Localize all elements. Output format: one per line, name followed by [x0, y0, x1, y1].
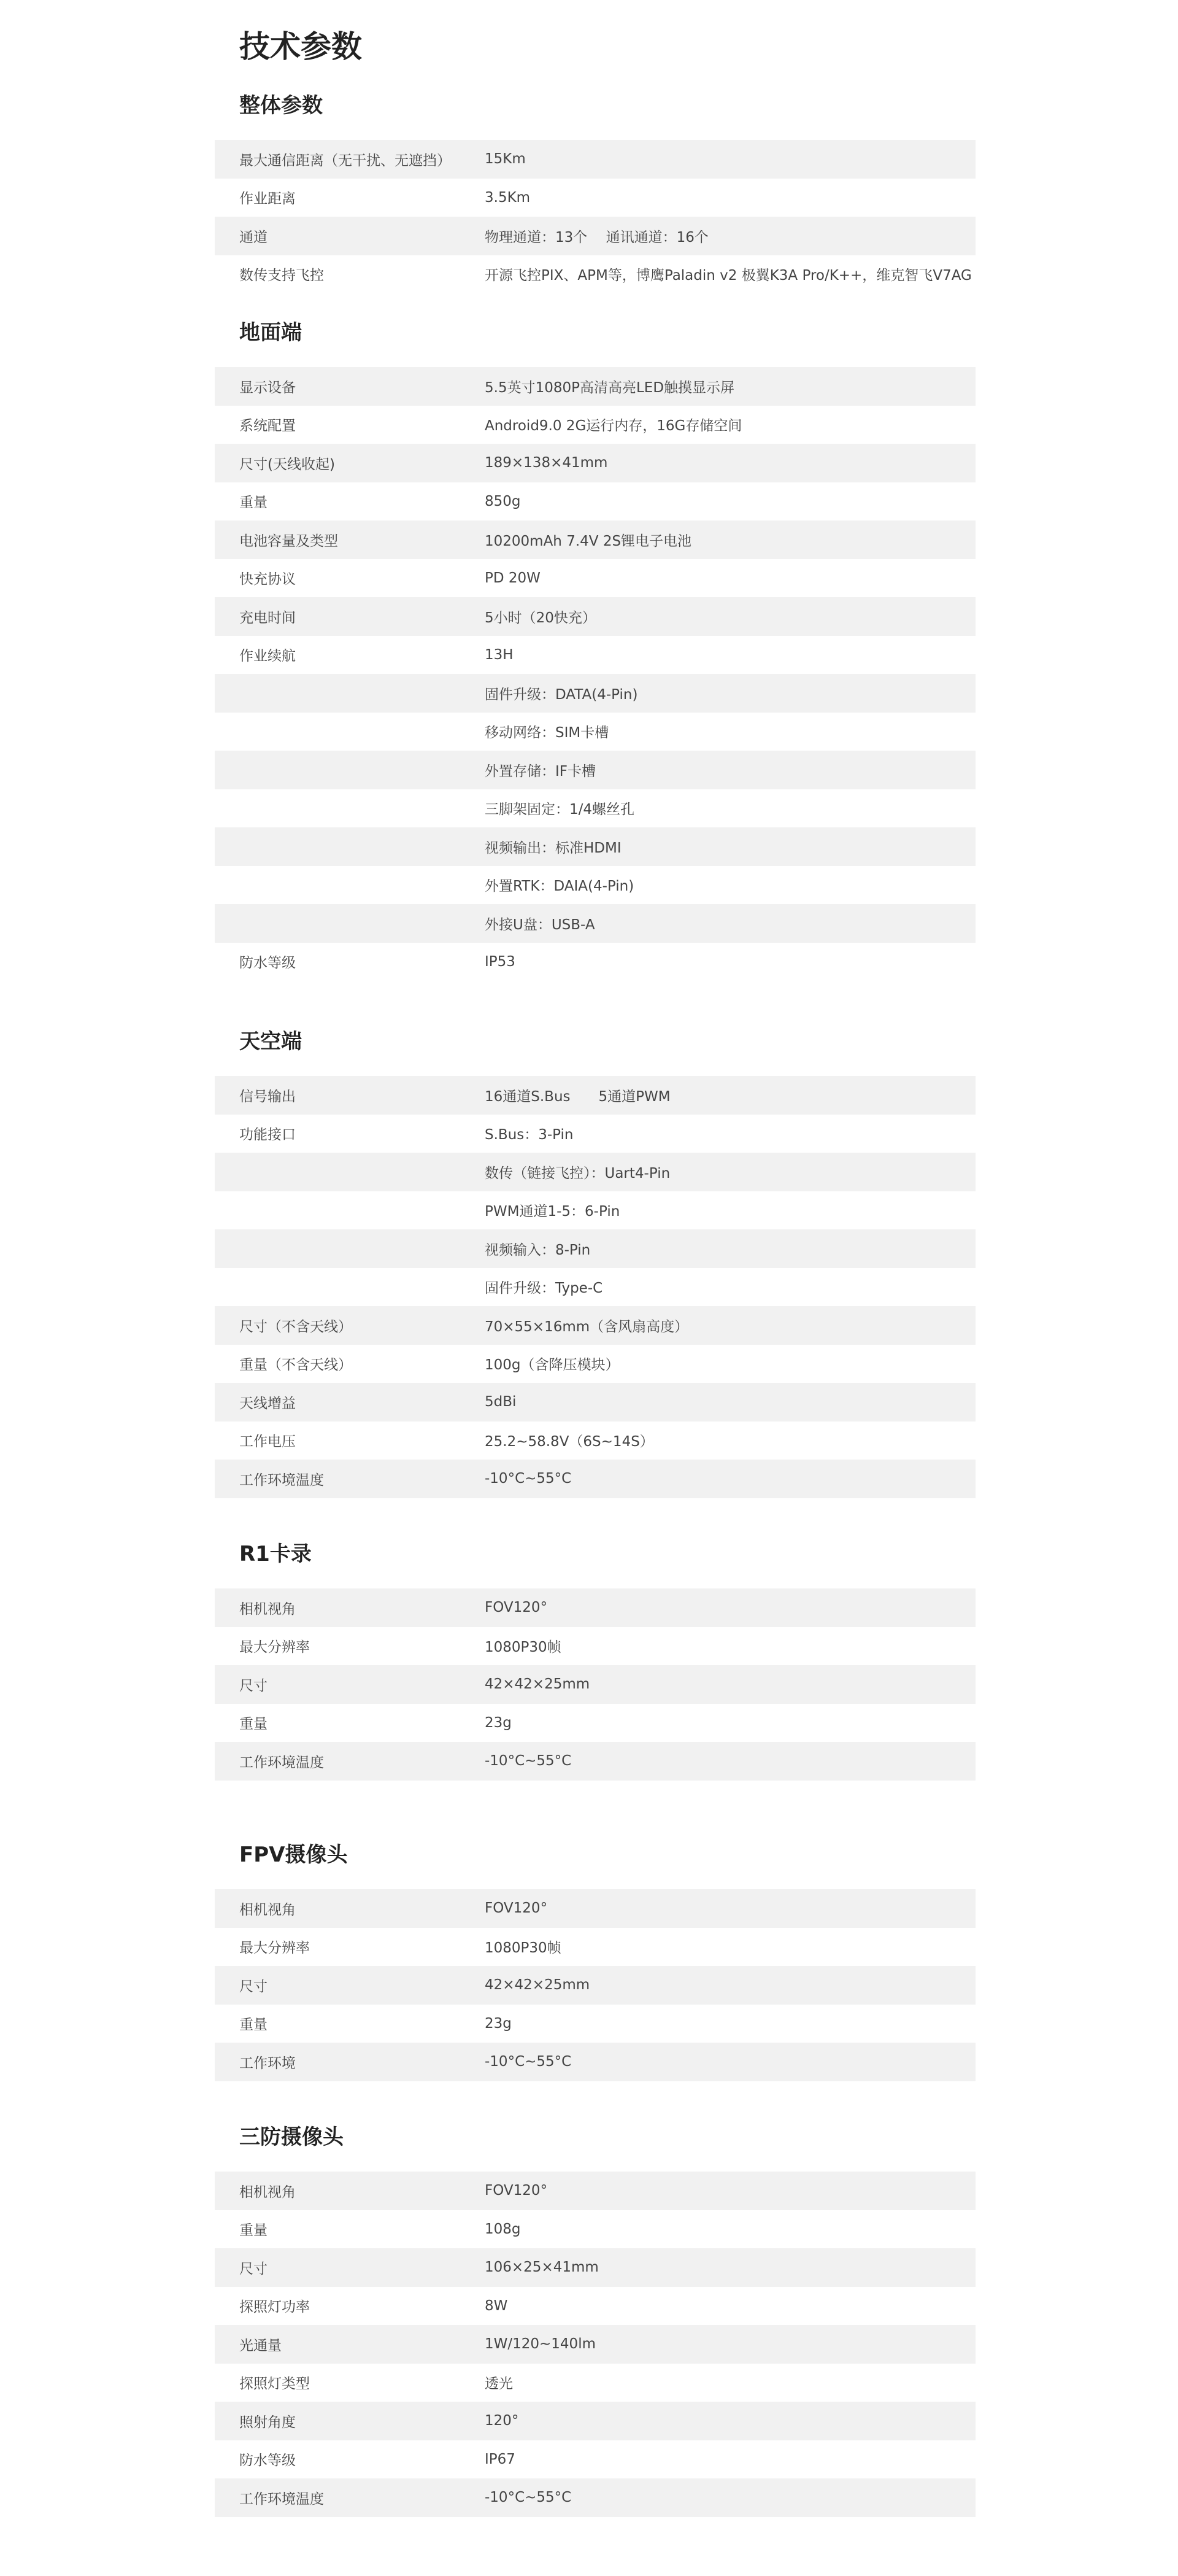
spec-row [215, 1306, 976, 1345]
spec-row [215, 1345, 976, 1383]
spec-row [215, 2364, 976, 2402]
spec-value: 1W/120~140lm [485, 2336, 596, 2353]
spec-section-air-unit [215, 1022, 976, 1498]
spec-value: -10°C~55°C [485, 2489, 572, 2506]
spec-row [215, 2172, 976, 2210]
spec-row [215, 2478, 976, 2517]
spec-row [215, 140, 976, 179]
spec-value: 数传（链接飞控）：Uart4-Pin [485, 1165, 671, 1182]
spec-row [215, 179, 976, 217]
spec-label: 相机视角 [239, 2184, 296, 2200]
spec-label: 尺寸 [239, 2261, 268, 2277]
spec-label: 尺寸(天线收起) [239, 456, 335, 473]
spec-row [215, 1704, 976, 1742]
spec-row [215, 444, 976, 482]
spec-row [215, 866, 976, 905]
spec-label: 相机视角 [239, 1601, 296, 1617]
spec-label: 工作环境 [239, 2055, 296, 2071]
spec-row [215, 2005, 976, 2043]
spec-row [215, 520, 976, 559]
spec-label: 电池容量及类型 [239, 533, 338, 549]
spec-table [215, 2172, 976, 2517]
spec-label: 重量 [239, 1716, 268, 1733]
spec-row [215, 2402, 976, 2440]
spec-value: FOV120° [485, 1900, 548, 1917]
spec-value: FOV120° [485, 2183, 548, 2199]
spec-value: PD 20W [485, 570, 541, 586]
spec-row [215, 1115, 976, 1153]
spec-value: IP53 [485, 953, 515, 970]
spec-label: 重量 [239, 495, 268, 511]
spec-label: 工作环境温度 [239, 1754, 324, 1771]
section-title: 整体参数 [239, 93, 323, 118]
spec-value: 1080P30帧 [485, 1639, 561, 1656]
spec-value: 外置RTK：DAIA(4-Pin) [485, 878, 634, 895]
spec-label: 尺寸 [239, 1677, 268, 1694]
spec-table [215, 367, 976, 981]
spec-label: 信号输出 [239, 1088, 296, 1105]
spec-value: 23g [485, 1714, 512, 1731]
spec-label: 防水等级 [239, 2453, 296, 2469]
spec-row [215, 789, 976, 828]
spec-row [215, 1191, 976, 1230]
spec-value: 外置存储：IF卡槽 [485, 763, 596, 779]
spec-value: 5dBi [485, 1394, 517, 1410]
spec-value: IP67 [485, 2451, 515, 2467]
spec-row [215, 1383, 976, 1421]
spec-row [215, 1889, 976, 1928]
spec-value: 10200mAh 7.4V 2S锂电子电池 [485, 533, 692, 549]
spec-row [215, 1665, 976, 1704]
section-title: 地面端 [239, 320, 302, 345]
spec-label: 重量 [239, 2017, 268, 2033]
spec-row [215, 1268, 976, 1307]
spec-value: 三脚架固定：1/4螺丝孔 [485, 802, 635, 818]
spec-label: 工作电压 [239, 1434, 296, 1450]
spec-table [215, 1076, 976, 1498]
spec-value: 固件升级：DATA(4-Pin) [485, 686, 638, 703]
spec-section-ground-unit [215, 313, 976, 981]
spec-row [215, 2325, 976, 2364]
spec-value: 15Km [485, 151, 526, 168]
spec-value: 850g [485, 493, 521, 509]
spec-row [215, 1460, 976, 1498]
spec-row [215, 713, 976, 751]
spec-label: 最大通信距离（无干扰、无遮挡） [239, 152, 451, 169]
spec-value: 25.2~58.8V（6S~14S） [485, 1434, 654, 1450]
spec-value: -10°C~55°C [485, 1753, 572, 1770]
spec-value: 106×25×41mm [485, 2259, 599, 2276]
spec-label: 功能接口 [239, 1127, 296, 1143]
spec-row [215, 1966, 976, 2005]
section-title: FPV摄像头 [239, 1843, 348, 1867]
spec-row [215, 1627, 976, 1666]
spec-label: 充电时间 [239, 609, 296, 626]
spec-value: 透光 [485, 2376, 513, 2392]
spec-row [215, 406, 976, 444]
spec-section-r1-recorder [215, 1534, 976, 1781]
spec-row [215, 217, 976, 255]
spec-row [215, 1076, 976, 1115]
spec-value: 120° [485, 2413, 519, 2429]
spec-value: 开源飞控PIX、APM等，博鹰Paladin v2 极翼K3A Pro/K++，维克智飞V7AG [485, 268, 972, 284]
spec-value: 5小时（20快充） [485, 609, 596, 626]
spec-value: 108g [485, 2221, 521, 2237]
spec-row [215, 1153, 976, 1191]
spec-label: 重量 [239, 2222, 268, 2239]
section-title: 天空端 [239, 1029, 302, 1054]
spec-label: 照射角度 [239, 2414, 296, 2431]
spec-section-overall [215, 86, 976, 293]
spec-value: 13H [485, 646, 514, 663]
spec-label: 尺寸 [239, 1978, 268, 1995]
spec-row [215, 2043, 976, 2081]
spec-label: 工作环境温度 [239, 2491, 324, 2507]
spec-row [215, 943, 976, 981]
spec-label: 最大分辨率 [239, 1940, 310, 1957]
spec-row [215, 904, 976, 943]
spec-row [215, 482, 976, 521]
spec-value: 物理通道：13个 通讯通道：16个 [485, 229, 709, 246]
spec-value: 视频输出：标准HDMI [485, 840, 622, 856]
spec-row [215, 1421, 976, 1460]
spec-label: 探照灯类型 [239, 2376, 310, 2392]
spec-value: 16通道S.Bus 5通道PWM [485, 1088, 671, 1105]
spec-value: -10°C~55°C [485, 1471, 572, 1487]
spec-label: 最大分辨率 [239, 1639, 310, 1656]
spec-row [215, 367, 976, 406]
spec-value: 42×42×25mm [485, 1676, 590, 1693]
spec-table [215, 1889, 976, 2081]
spec-value: 1080P30帧 [485, 1940, 561, 1957]
spec-row [215, 597, 976, 636]
section-title: R1卡录 [239, 1542, 312, 1566]
spec-row [215, 751, 976, 789]
spec-row [215, 2440, 976, 2479]
spec-value: 8W [485, 2297, 508, 2314]
spec-label: 通道 [239, 229, 268, 246]
spec-label: 探照灯功率 [239, 2299, 310, 2316]
spec-row [215, 2287, 976, 2326]
spec-row [215, 1742, 976, 1781]
spec-value: 70×55×16mm（含风扇高度） [485, 1318, 689, 1335]
spec-label: 重量（不含天线） [239, 1357, 352, 1374]
spec-row [215, 636, 976, 675]
spec-value: 外接U盘：USB-A [485, 916, 595, 933]
spec-label: 天线增益 [239, 1395, 296, 1412]
spec-value: 42×42×25mm [485, 1977, 590, 1994]
spec-value: S.Bus：3-Pin [485, 1127, 574, 1143]
spec-label: 数传支持飞控 [239, 268, 324, 284]
spec-value: 189×138×41mm [485, 455, 608, 471]
spec-row [215, 2210, 976, 2249]
spec-value: 视频输入：8-Pin [485, 1242, 591, 1258]
spec-value: FOV120° [485, 1599, 548, 1616]
spec-value: 5.5英寸1080P高清高亮LED触摸显示屏 [485, 379, 735, 396]
spec-row [215, 1229, 976, 1268]
spec-value: 3.5Km [485, 189, 531, 206]
spec-label: 工作环境温度 [239, 1472, 324, 1488]
spec-section-fpv-camera [215, 1835, 976, 2081]
spec-row [215, 559, 976, 598]
spec-table [215, 140, 976, 293]
spec-label: 防水等级 [239, 955, 296, 972]
spec-label: 快充协议 [239, 571, 296, 588]
spec-label: 光通量 [239, 2337, 282, 2354]
spec-label: 作业续航 [239, 648, 296, 665]
spec-row [215, 674, 976, 713]
spec-label: 作业距离 [239, 191, 296, 207]
spec-value: PWM通道1-5：6-Pin [485, 1204, 620, 1220]
spec-section-rugged-camera [215, 2118, 976, 2517]
spec-row [215, 827, 976, 866]
page-title: 技术参数 [239, 29, 362, 64]
spec-label: 尺寸（不含天线） [239, 1318, 352, 1335]
spec-table [215, 1588, 976, 1781]
spec-row [215, 2248, 976, 2287]
spec-value: 100g（含降压模块） [485, 1357, 620, 1374]
spec-label: 系统配置 [239, 418, 296, 435]
spec-row [215, 255, 976, 294]
spec-label: 显示设备 [239, 379, 296, 396]
spec-value: 23g [485, 2015, 512, 2032]
spec-label: 相机视角 [239, 1901, 296, 1918]
spec-row [215, 1588, 976, 1627]
section-title: 三防摄像头 [239, 2125, 344, 2149]
spec-value: -10°C~55°C [485, 2054, 572, 2070]
spec-row [215, 1928, 976, 1967]
spec-value: Android9.0 2G运行内存，16G存储空间 [485, 418, 742, 435]
spec-value: 移动网络：SIM卡槽 [485, 725, 609, 741]
spec-value: 固件升级：Type-C [485, 1280, 603, 1297]
